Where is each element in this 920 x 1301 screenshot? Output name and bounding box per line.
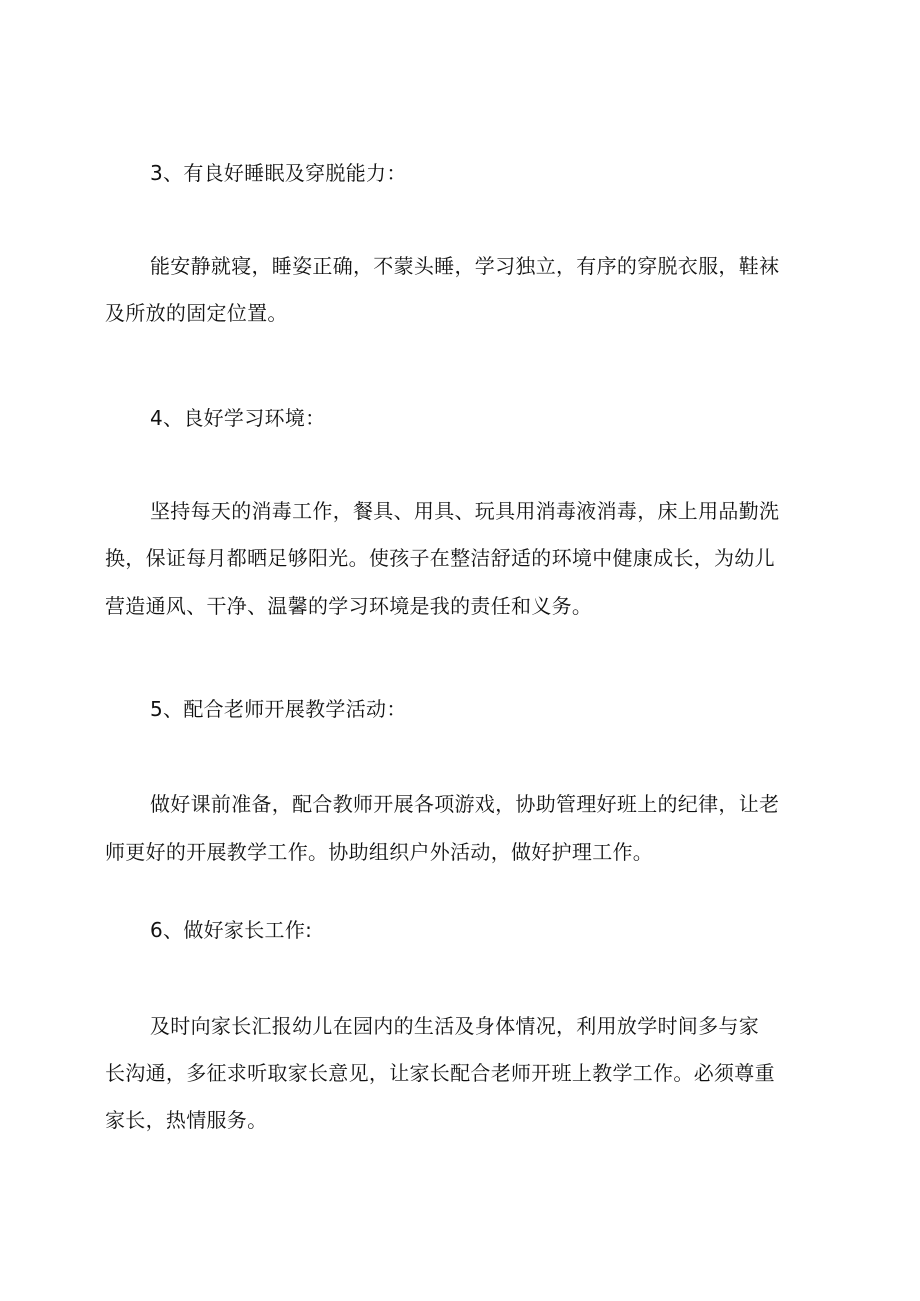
section-heading-6: 6、做好家长工作:	[150, 918, 313, 942]
section-body-line: 师更好的开展教学工作。协助组织户外活动，做好护理工作。	[105, 840, 654, 864]
section-body-line: 家长，热情服务。	[105, 1108, 268, 1132]
section-body-line: 营造通风、干净、温馨的学习环境是我的责任和义务。	[105, 594, 593, 618]
section-body-line: 做好课前准备，配合教师开展各项游戏，协助管理好班上的纪律，让老	[150, 792, 780, 816]
section-body-line: 坚持每天的消毒工作，餐具、用具、玩具用消毒液消毒，床上用品勤洗	[150, 499, 780, 523]
section-heading-4: 4、良好学习环境：	[150, 406, 326, 430]
section-body-line: 换，保证每月都晒足够阳光。使孩子在整洁舒适的环境中健康成长，为幼儿	[105, 546, 775, 570]
section-body-line: 及时向家长汇报幼儿在园内的生活及身体情况，利用放学时间多与家	[150, 1014, 759, 1038]
section-body-line: 能安静就寝，睡姿正确，不蒙头睡，学习独立，有序的穿脱衣服，鞋袜	[150, 254, 780, 278]
section-body-line: 长沟通，多征求听取家长意见，让家长配合老师开班上教学工作。必须尊重	[105, 1061, 775, 1085]
section-heading-3: 3、有良好睡眠及穿脱能力：	[150, 161, 407, 185]
section-body-line: 及所放的固定位置。	[105, 301, 288, 325]
section-heading-5: 5、配合老师开展教学活动：	[150, 697, 407, 721]
